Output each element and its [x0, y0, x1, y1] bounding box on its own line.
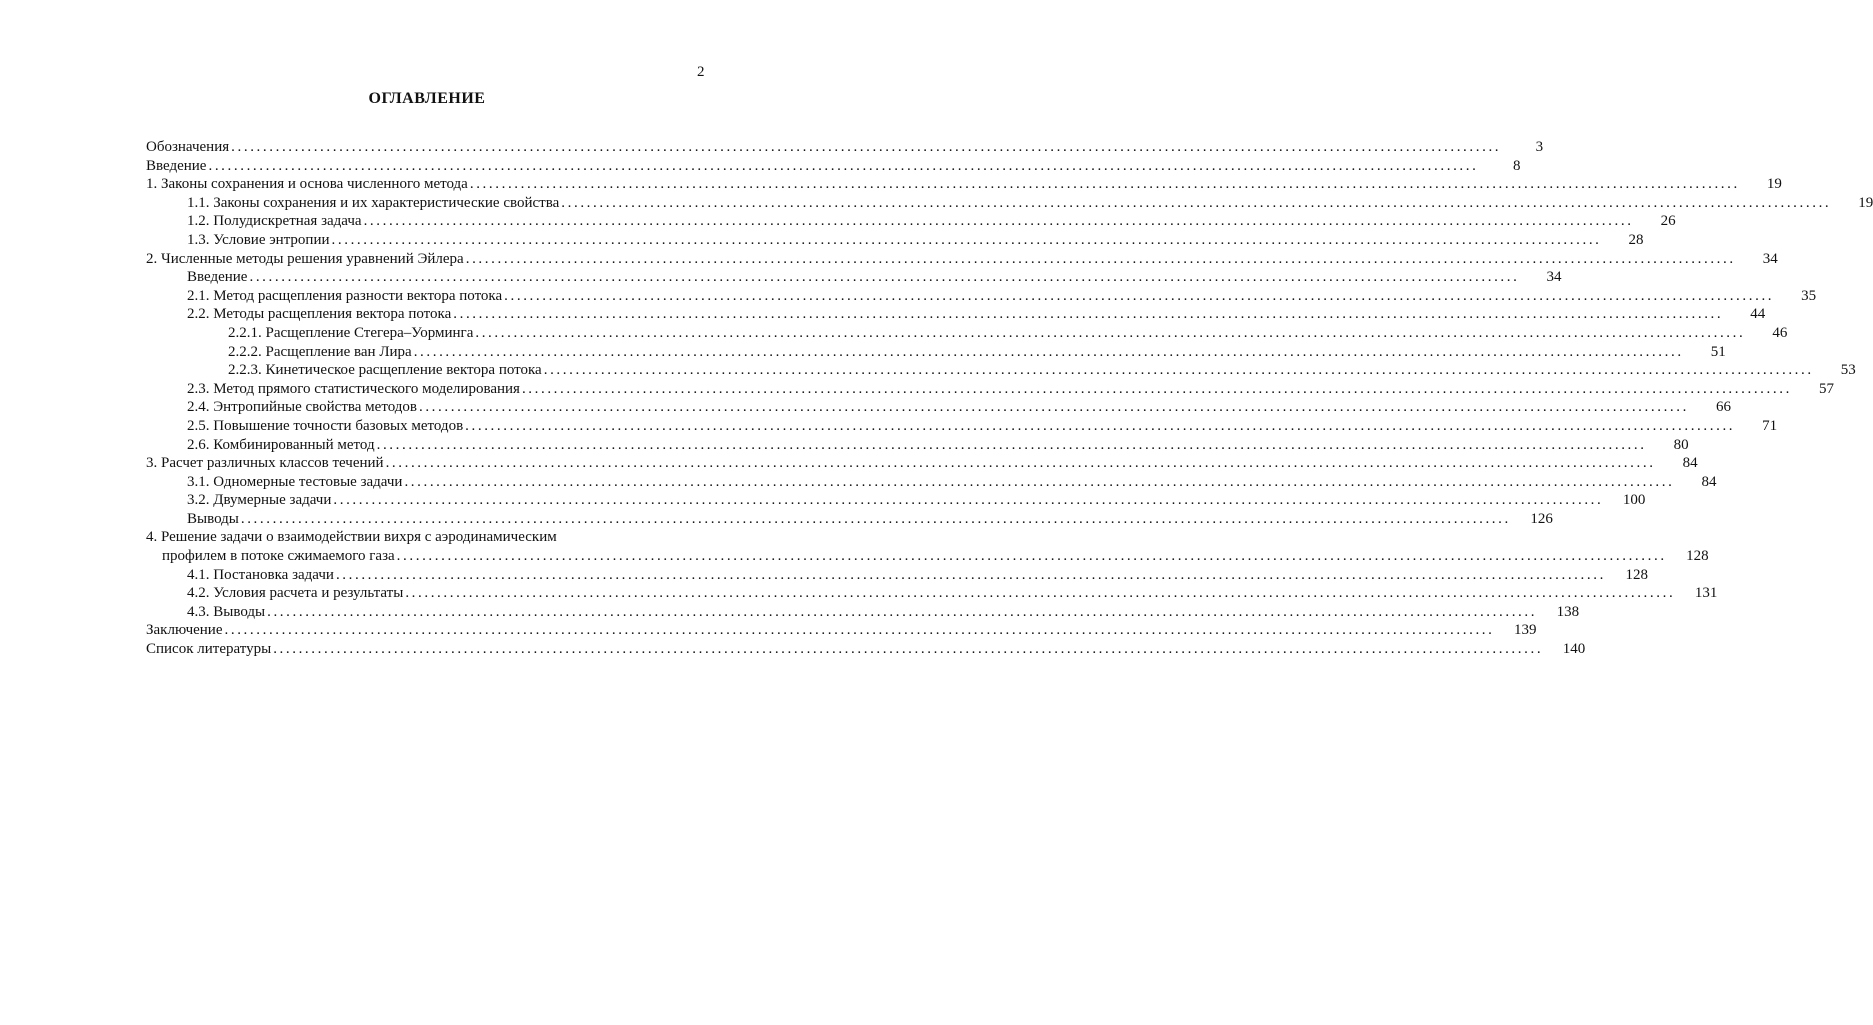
- toc-entry-page: 126: [1530, 510, 1553, 527]
- toc-leader-dots: ........................................................................................................................................................................................................: [376, 436, 1647, 453]
- toc-entry-page: 44: [1750, 306, 1766, 323]
- toc-leader-dots: ........................................................................................................................................................................................................: [231, 139, 1502, 155]
- toc-entry-page: 71: [1762, 417, 1778, 434]
- toc-entry-label: 3.1. Одномерные тестовые задачи: [187, 473, 403, 490]
- toc-entry-page: 66: [1715, 399, 1731, 416]
- toc-leader-dots: ........................................................................................................................................................................................................: [273, 641, 1544, 658]
- toc-leader-dots: ........................................................................................................................................................................................................: [224, 622, 1495, 639]
- toc-entry-page: 100: [1622, 492, 1646, 509]
- toc-entry-label: 4.2. Условия расчета и результаты: [187, 585, 404, 602]
- toc-leader-dots: ........................................................................................................................................................................................................: [331, 231, 1602, 248]
- toc-entry-page: 84: [1701, 473, 1717, 490]
- toc-leader-dots: ........................................................................................................................................................................................................: [396, 548, 1667, 565]
- toc-entry-label: 2.6. Комбинированный метод: [187, 436, 375, 453]
- toc-entry: [146, 510, 1553, 529]
- toc-leader-dots: ........................................................................................................................................................................................................: [521, 380, 1792, 397]
- toc-entry: [146, 640, 1586, 659]
- toc-entry: [146, 287, 1817, 306]
- toc-leader-dots: ........................................................................................................................................................................................................: [240, 510, 1511, 527]
- toc-entry-page: 3: [1535, 139, 1544, 155]
- toc-entry-label: 2.4. Энтропийные свойства методов: [187, 399, 417, 416]
- toc-leader-dots: ........................................................................................................................................................................................................: [413, 343, 1684, 360]
- toc-entry-page: 80: [1673, 436, 1689, 453]
- toc-leader-dots: ........................................................................................................................................................................................................: [208, 157, 1479, 174]
- toc-leader-dots: ........................................................................................................................................................................................................: [335, 566, 1606, 583]
- page-number: 2: [697, 64, 705, 80]
- toc-leader-dots: ........................................................................................................................................................................................................: [385, 455, 1656, 472]
- toc-entry: [146, 491, 1646, 510]
- toc-entry: [146, 361, 1856, 380]
- toc-entry-label: Список литературы: [146, 641, 272, 658]
- toc-entry-page: 51: [1710, 343, 1726, 360]
- toc-leader-dots: ........................................................................................................................................................................................................: [249, 269, 1520, 286]
- toc-leader-dots: ........................................................................................................................................................................................................: [469, 176, 1740, 193]
- toc-entry-page: 140: [1562, 641, 1586, 658]
- toc-entry-label: 2. Численные методы решения уравнений Эйлера: [146, 250, 464, 267]
- toc-entry-label: Введение: [187, 269, 248, 286]
- toc-entry-label: 4.3. Выводы: [187, 603, 266, 620]
- toc-leader-dots: ........................................................................................................................................................................................................: [453, 306, 1724, 323]
- toc-entry: [146, 250, 1778, 269]
- toc-entry-label: 1.1. Законы сохранения и их характеристические свойства: [187, 194, 560, 211]
- toc-entry-label: 2.3. Метод прямого статистического моделирования: [187, 380, 520, 397]
- toc-leader-dots: ........................................................................................................................................................................................................: [475, 324, 1746, 341]
- toc-entry-page: 128: [1625, 566, 1648, 583]
- toc-leader-dots: ........................................................................................................................................................................................................: [333, 492, 1604, 509]
- toc-entry-label: 3.2. Двумерные задачи: [187, 492, 332, 509]
- toc-entry-page: 138: [1556, 603, 1580, 620]
- toc-entry-label: 1.3. Условие энтропии: [187, 231, 330, 248]
- toc-entry-label: 1. Законы сохранения и основа численного метода: [146, 176, 468, 193]
- toc-entry-label: Выводы: [187, 510, 239, 527]
- toc-entry: [146, 194, 1873, 213]
- toc-entry-label: 1.2. Полудискретная задача: [187, 213, 362, 230]
- toc-entry: [146, 566, 1648, 585]
- toc-entry: [146, 398, 1731, 417]
- table-of-contents: [146, 138, 1873, 659]
- toc-leader-dots: ........................................................................................................................................................................................................: [418, 399, 1689, 416]
- toc-entry: [146, 212, 1676, 231]
- toc-entry: [146, 436, 1689, 455]
- toc-entry: [146, 528, 676, 547]
- toc-entry-label: 4.1. Постановка задачи: [187, 566, 334, 583]
- toc-entry-label: Введение: [146, 157, 207, 174]
- toc-entry-label: Заключение: [146, 622, 223, 639]
- toc-entry-page: 19: [1858, 194, 1873, 211]
- toc-entry: [146, 603, 1580, 622]
- page-title: ОГЛАВЛЕНИЕ: [368, 90, 486, 107]
- toc-entry-label: Обозначения: [146, 139, 230, 155]
- toc-entry-label: профилем в потоке сжимаемого газа: [162, 548, 395, 565]
- toc-leader-dots: ........................................................................................................................................................................................................: [267, 603, 1538, 620]
- toc-entry: [146, 268, 1562, 287]
- toc-entry-page: 46: [1772, 324, 1788, 341]
- toc-entry-page: 128: [1686, 548, 1709, 565]
- toc-leader-dots: ........................................................................................................................................................................................................: [405, 585, 1676, 602]
- toc-entry-page: 8: [1512, 157, 1521, 174]
- toc-entry-label: 2.2.3. Кинетическое расщепление вектора потока: [228, 362, 542, 379]
- toc-entry-page: 19: [1766, 176, 1782, 193]
- toc-leader-dots: ........................................................................................................................................................................................................: [504, 287, 1775, 304]
- toc-leader-dots: ........................................................................................................................................................................................................: [363, 213, 1634, 230]
- toc-entry-page: 53: [1840, 362, 1856, 379]
- toc-leader-dots: ........................................................................................................................................................................................................: [561, 194, 1832, 211]
- toc-entry: [146, 305, 1766, 324]
- toc-entry-page: 28: [1628, 231, 1644, 248]
- toc-entry-label: 2.2.2. Расщепление ван Лира: [228, 343, 412, 360]
- toc-entry-page: 139: [1514, 622, 1537, 639]
- toc-entry-page: 57: [1818, 380, 1834, 397]
- toc-entry: [146, 473, 1717, 492]
- toc-leader-dots: ........................................................................................................................................................................................................: [465, 417, 1736, 434]
- toc-entry-page: 26: [1660, 213, 1676, 230]
- toc-entry: [146, 157, 1521, 176]
- toc-entry: [146, 584, 1718, 603]
- toc-entry-page: 34: [1546, 269, 1562, 286]
- toc-entry: [146, 343, 1726, 362]
- toc-entry-label: 4. Решение задачи о взаимодействии вихря с аэродинамическим: [146, 529, 557, 546]
- toc-entry: [146, 231, 1644, 250]
- toc-entry: [146, 138, 1544, 157]
- toc-entry: [146, 417, 1778, 436]
- toc-entry-page: 35: [1801, 287, 1817, 304]
- toc-entry: [146, 621, 1537, 640]
- toc-entry: [146, 380, 1834, 399]
- toc-entry: [146, 454, 1698, 473]
- toc-leader-dots: ........................................................................................................................................................................................................: [465, 250, 1736, 267]
- toc-entry-label: 3. Расчет различных классов течений: [146, 455, 384, 472]
- toc-entry: [146, 324, 1788, 343]
- toc-leader-dots: ........................................................................................................................................................................................................: [543, 362, 1814, 379]
- toc-entry-label: 2.1. Метод расщепления разности вектора потока: [187, 287, 503, 304]
- toc-leader-dots: ........................................................................................................................................................................................................: [404, 473, 1675, 490]
- toc-entry: [146, 175, 1782, 194]
- toc-entry-page: 131: [1694, 585, 1718, 602]
- toc-entry: [146, 547, 1709, 566]
- toc-entry-page: 84: [1682, 455, 1698, 472]
- toc-entry-label: 2.5. Повышение точности базовых методов: [187, 417, 464, 434]
- toc-entry-page: 34: [1762, 250, 1778, 267]
- toc-entry-label: 2.2.1. Расщепление Стегера–Уорминга: [228, 324, 474, 341]
- toc-entry-label: 2.2. Методы расщепления вектора потока: [187, 306, 452, 323]
